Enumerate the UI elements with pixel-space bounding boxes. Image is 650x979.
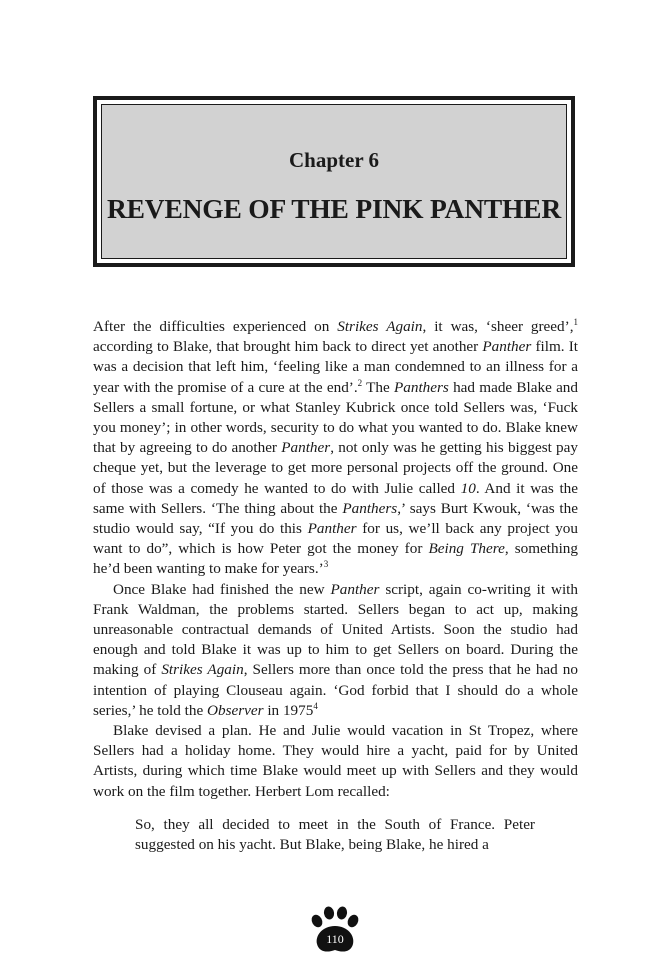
chapter-heading-panel [101, 104, 567, 259]
text-run: film. It was a decision that left him, ‘feeling like a man condemned to an illness for a year with the promise of a cure at the end’. [93, 338, 578, 396]
text-run: for us, we’ll back any project you want to do”, which is how Peter got the money for [93, 520, 578, 558]
italic-title: Panther [482, 338, 532, 356]
chapter-label: Chapter 6 [288, 148, 380, 172]
italic-title: Panther [330, 580, 380, 598]
italic-title: 10 [460, 479, 476, 497]
text-run: . And it was the same with Sellers. ‘The thing about the [93, 479, 579, 517]
footnote-marker: 1 [573, 316, 578, 327]
text-run: , something he’d been wanting to make for years.’ [93, 540, 578, 578]
paw-print-icon [305, 906, 365, 956]
text-run: had made Blake and Sellers a small fortune, or what Stanley Kubrick once told Sellers was, ‘Fuck you money’; in other words, security to do what you wanted to do. Blake knew that by agreeing to do another [93, 378, 578, 457]
paragraph [93, 580, 578, 721]
text-run: After the difficulties experienced on [93, 318, 338, 335]
paragraph [93, 317, 578, 580]
italic-title: Panther [307, 520, 357, 538]
text-run: Once Blake had finished the new [113, 580, 331, 598]
italic-title: Strikes Again [337, 318, 423, 335]
italic-title: Panther [281, 439, 331, 457]
paragraph [93, 721, 578, 802]
text-run: according to Blake, that brought him back to direct yet another [93, 338, 483, 356]
text-run: script, again co-writing it with Frank Waldman, the problems started. Sellers began to act up, making unreasonable contractual demands of United Artists. Soon the studio had enough and told Blake it was up to him to get Sellers on board. During the making of [93, 580, 578, 679]
footnote-marker: 2 [357, 377, 363, 388]
chapter-title: REVENGE OF THE PINK PANTHER [106, 193, 561, 224]
footnote-marker: 3 [323, 559, 329, 570]
italic-title: Panthers [342, 499, 398, 517]
italic-title: Observer [207, 701, 264, 719]
chapter-heading-box [93, 96, 575, 267]
text-run: The [362, 378, 394, 396]
page-number: 110 [326, 932, 344, 946]
italic-title: Strikes Again [161, 661, 244, 679]
italic-title: Being There [428, 540, 505, 558]
text-run: , Sellers more than once told the press that he had no intention of playing Clouseau again. ‘God forbid that I should do a whole series,’ he told the [93, 661, 578, 719]
italic-title: Panthers [394, 378, 449, 396]
block-quote: So, they all decided to meet in the South of France. Peter suggested on his yacht. But Blake, being Blake, he hired a [135, 815, 535, 854]
text-run: , it was, ‘sheer greed’, [422, 318, 574, 335]
page-footer [305, 906, 365, 956]
body-text [93, 317, 578, 855]
text-run: Blake devised a plan. He and Julie would vacation in St Tropez, where Sellers had a holiday home. They would hire a yacht, paid for by United Artists, during which time Blake would meet up with Sellers and they would work on the film together. Herbert Lom recalled: [93, 722, 578, 800]
footnote-marker: 4 [313, 700, 318, 711]
text-run: ,’ says Burt Kwouk, ‘was the studio would say, “If you do this [93, 499, 578, 538]
text-run: , not only was he getting his biggest pay cheque yet, but the leverage to get more personal projects off the ground. One of those was a comedy he wanted to do with Julie called [93, 439, 578, 497]
text-run: in 1975 [263, 701, 314, 719]
